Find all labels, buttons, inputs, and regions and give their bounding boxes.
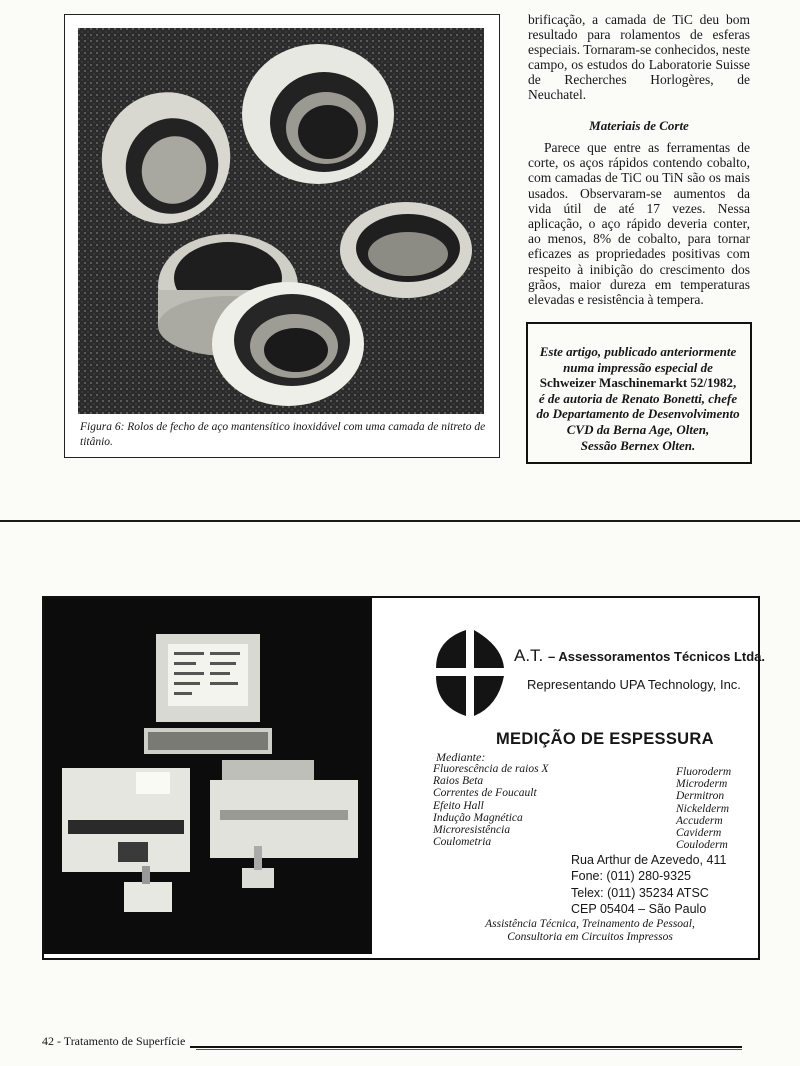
footer-rule bbox=[190, 1046, 742, 1048]
products-list bbox=[676, 766, 731, 851]
note-line: Este artigo, publicado anteriormente bbox=[539, 344, 737, 359]
methods-label: Mediante: bbox=[436, 750, 486, 764]
services-line: Assistência Técnica, Treinamento de Pessoal, bbox=[485, 918, 695, 930]
article-paragraph: Parece que entre as ferramentas de corte, os aços rápidos contendo cobalto, com camadas de TiC ou TiN são os mais usados. Observaram-se aumentos da vida útil de até 17 vezes. Nessa aplicação, o aço rápido deveria conter, ao menos, 8% de cobalto, para tornar eficazes as propriedades positivas com respeito à inibição do crescimento dos grãos, maior dureza em temperaturas elevadas e resistência à tempera. bbox=[528, 140, 750, 308]
note-line: é de autoria de Renato Bonetti, chefe bbox=[538, 390, 738, 406]
company-initials: A.T. bbox=[514, 646, 544, 665]
list-item: Nickelderm bbox=[676, 802, 730, 815]
list-item: Microderm bbox=[676, 778, 728, 791]
note-line: do Departamento de Desenvolvimento bbox=[536, 406, 740, 422]
list-item: Raios Beta bbox=[433, 775, 484, 788]
footer-rule bbox=[196, 1049, 742, 1050]
figure-photo-rings bbox=[78, 28, 484, 414]
ad-heading: MEDIÇÃO DE ESPESSURA bbox=[496, 730, 714, 748]
list-item: Dermitron bbox=[676, 790, 725, 803]
article-paragraph: brificação, a camada de TiC deu bom resultado para rolamentos de esferas especiais. Tornaram-se conhecidos, neste campo, os estudos do Laboratorie Suisse de Recherches Horlogères, de Neuchatel. bbox=[528, 12, 750, 102]
telex-text: Telex: (011) 35234 ATSC bbox=[571, 885, 709, 900]
ad-photo-equipment bbox=[44, 598, 372, 954]
note-line: Schweizer Maschinemarkt 52/1982, bbox=[539, 375, 737, 391]
ring-1 bbox=[242, 44, 394, 184]
phone-text: Fone: (011) 280-9325 bbox=[571, 869, 691, 884]
company-name bbox=[514, 646, 765, 666]
monitor-icon bbox=[156, 634, 260, 722]
ring-5 bbox=[212, 282, 364, 406]
address-text: Rua Arthur de Azevedo, 411 bbox=[571, 853, 727, 867]
contact-block bbox=[571, 852, 726, 918]
company-logo-icon bbox=[432, 626, 508, 720]
services-line: Consultoria em Circuitos Impressos bbox=[507, 931, 673, 943]
author-note-text bbox=[532, 344, 744, 453]
page-footer: 42 - Tratamento de Superfície bbox=[42, 1034, 186, 1048]
services-text bbox=[480, 918, 700, 944]
list-item: Accuderm bbox=[676, 814, 723, 827]
list-item: Efeito Hall bbox=[433, 799, 484, 812]
list-item: Couloderm bbox=[676, 839, 728, 852]
list-item: Correntes de Foucault bbox=[433, 787, 537, 800]
measuring-instrument-icon bbox=[62, 768, 190, 872]
list-item: Fluoroderm bbox=[676, 766, 732, 778]
list-item: Indução Magnética bbox=[433, 811, 523, 824]
note-line: CVD da Berna Age, Olten, bbox=[566, 421, 710, 437]
figure-caption: Figura 6: Rolos de fecho de aço mantensítico inoxidável com uma camada de nitreto de titânio. bbox=[80, 421, 486, 448]
list-item: Fluorescência de raios X bbox=[433, 763, 549, 775]
section-divider bbox=[0, 520, 800, 522]
list-item: Coulometria bbox=[433, 836, 492, 849]
company-full-name: – Assessoramentos Técnicos Ltda. bbox=[548, 649, 766, 664]
keyboard-icon bbox=[144, 728, 272, 754]
list-item: Microresistência bbox=[433, 824, 511, 837]
note-line: numa impressão especial de bbox=[563, 359, 713, 375]
section-heading: Materiais de Corte bbox=[589, 118, 689, 133]
cep-text: CEP 05404 – São Paulo bbox=[571, 902, 707, 917]
list-item: Caviderm bbox=[676, 827, 722, 840]
methods-list bbox=[433, 763, 549, 848]
company-represent: Representando UPA Technology, Inc. bbox=[527, 677, 741, 692]
note-line: Sessão Bernex Olten. bbox=[580, 437, 696, 453]
ring-3 bbox=[340, 202, 472, 298]
